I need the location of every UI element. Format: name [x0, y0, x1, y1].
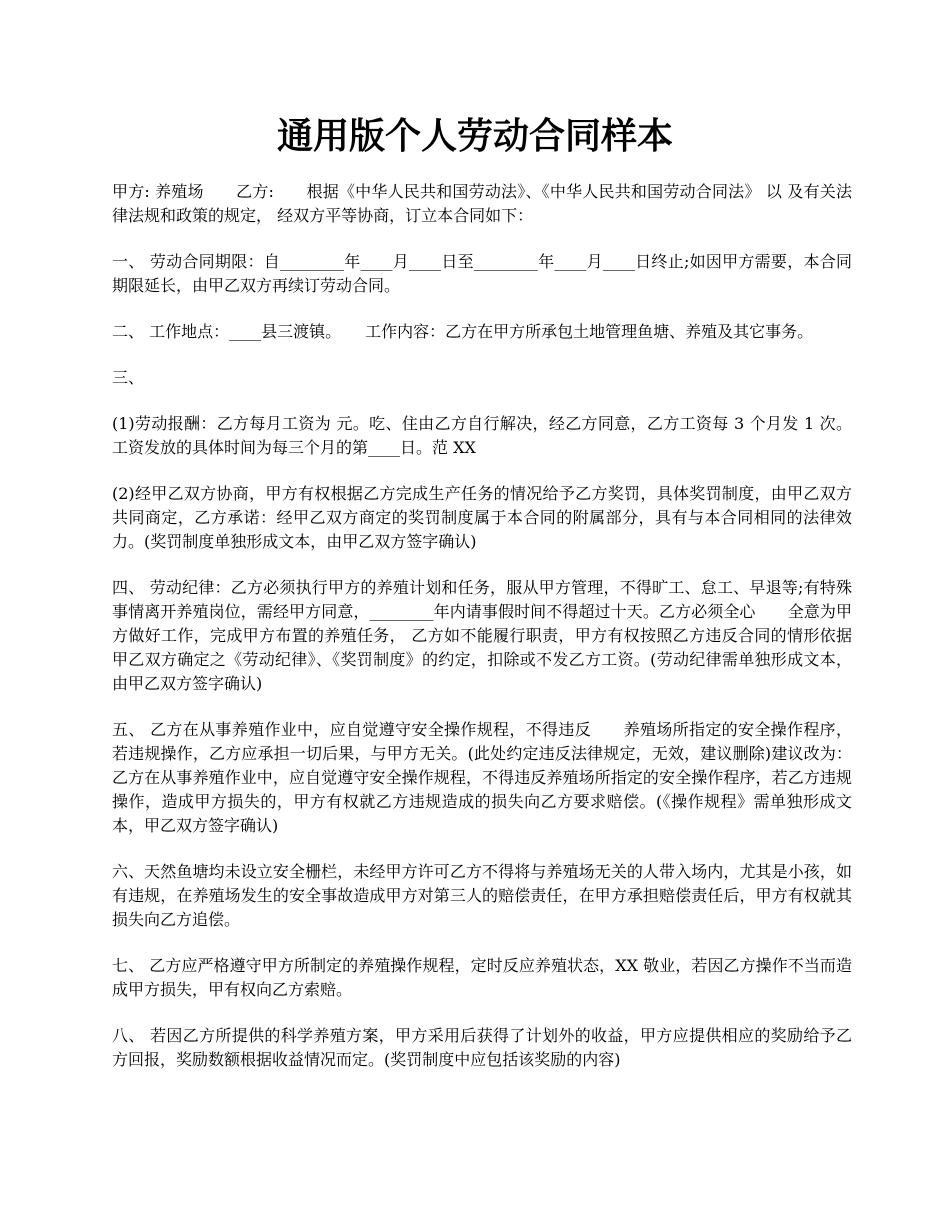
paragraph-remuneration: (1)劳动报酬：乙方每月工资为 元。吃、住由乙方自行解决，经乙方同意，乙方工资每 3 个月发 1 次。工资发放的具体时间为每三个月的第____日。范 XX	[112, 414, 852, 457]
paragraph-safety-rules: 五、 乙方在从事养殖作业中，应自觉遵守安全操作规程，不得违反 养殖场所指定的安全操作程序，若违规操作，乙方应承担一切后果，与甲方无关。(此处约定违反法律规定，无效，建议删除)建议改为：乙方在从事养殖作业中，应自觉遵守安全操作规程，不得违反养殖场所指定的安全操作程序，若乙方违规操作，造成甲方损失的，甲方有权就乙方违规造成的损失向乙方要求赔偿。(《操作规程》需单独形成文本，甲乙双方签字确认)	[112, 720, 852, 835]
paragraph-bonus: 八、 若因乙方所提供的科学养殖方案，甲方采用后获得了计划外的收益，甲方应提供相应的奖励给予乙方回报，奖励数额根据收益情况而定。(奖罚制度中应包括该奖励的内容)	[112, 1026, 852, 1069]
paragraph-labor-discipline: 四、 劳动纪律：乙方必须执行甲方的养殖计划和任务，服从甲方管理，不得旷工、怠工、早退等;有特殊事情离开养殖岗位，需经甲方同意，________年内请事假时间不得超过十天。乙方必须全心 全意为甲方做好工作，完成甲方布置的养殖任务， 乙方如不能履行职责，甲方有权按照乙方违反合同的情形依据甲乙双方确定之《劳动纪律》、《奖罚制度》的约定，扣除或不发乙方工资。(劳动纪律需单独形成文本，由甲乙双方签字确认)	[112, 578, 852, 693]
paragraph-preamble: 甲方: 养殖场 乙方: 根据《中华人民共和国劳动法》、《中华人民共和国劳动合同法》 以 及有关法律法规和政策的规定， 经双方平等协商，订立本合同如下：	[112, 182, 852, 225]
paragraph-rewards-penalties: (2)经甲乙双方协商，甲方有权根据乙方完成生产任务的情况给予乙方奖罚，具体奖罚制度，由甲乙双方共同商定，乙方承诺：经甲乙双方商定的奖罚制度属于本合同的附属部分，具有与本合同相同的法律效力。(奖罚制度单独形成文本，由甲乙双方签字确认)	[112, 484, 852, 551]
document-title: 通用版个人劳动合同样本	[276, 115, 673, 157]
document-body	[112, 180, 852, 1094]
paragraph-operation-rules: 七、 乙方应严格遵守甲方所制定的养殖操作规程，定时反应养殖状态，XX 敬业，若因乙方操作不当而造成甲方损失，甲有权向乙方索赔。	[112, 956, 852, 999]
paragraph-work-location: 二、 工作地点：____县三渡镇。 工作内容：乙方在甲方所承包土地管理鱼塘、养殖及其它事务。	[112, 322, 814, 341]
paragraph-section-three: 三、	[112, 368, 145, 387]
paragraph-pond-safety: 六、天然鱼塘均未设立安全栅栏，未经甲方许可乙方不得将与养殖场无关的人带入场内，尤其是小孩，如有违规，在养殖场发生的安全事故造成甲方对第三人的赔偿责任，在甲方承担赔偿责任后，甲方有权就其损失向乙方追偿。	[112, 862, 852, 929]
paragraph-contract-term: 一、 劳动合同期限：自________年____月____日至________年____月____日终止;如因甲方需要，本合同期限延长，由甲乙双方再续订劳动合同。	[112, 252, 852, 295]
